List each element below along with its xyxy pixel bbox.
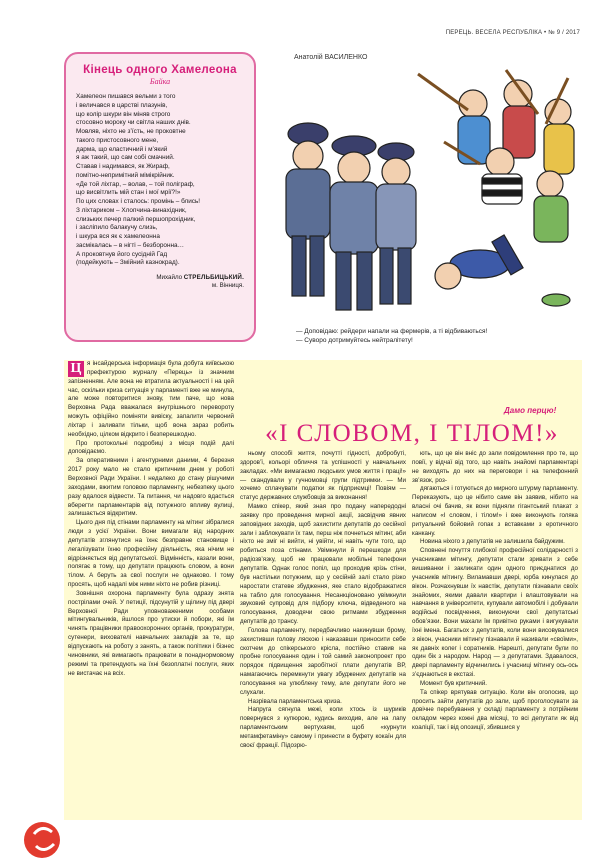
poem-line: Мовляв, ніхто не з’їсть, не проковтне [76, 128, 186, 135]
poem-line: слизьких печер палкий першопрохідник, [76, 215, 196, 223]
poem-signature [76, 274, 244, 290]
article-paragraph: Назрівала парламентська криза. [248, 697, 342, 705]
poem-line: і величався в царстві плазунів, [76, 101, 168, 109]
poem-line: засмікалась – в нігті – безборонна… [76, 241, 184, 249]
poem-line: Хамелеон пишався вельми з того [76, 93, 176, 100]
drop-cap: Ц [68, 361, 84, 377]
article-paragraph: дягаються і готуються до мирного штурму парламенту. Переказують, що це нібито саме він заявив, нібито на власні очі бачив, як вони підняли гігантський плакат з написом «І словом, і тілом!» і вже виконують голяка ритуальний бойовий гопак з вставками з еротичного канкану. [412, 485, 578, 537]
poem-box [64, 52, 256, 342]
poem-author-last: СТРЕЛЬБИЦЬКИЙ. [183, 274, 244, 281]
poem-lines [76, 93, 244, 268]
article-paragraph: Зовнішня охорона парламенту була одразу знята пострілами очей. У петиції, підсунутій у щілину під двері Верховної Ради уповноваженими особами мітингувальників, йшлося про утиски й побори, які їм чинять працівники правоохоронних органів, прокуратури, сутенери, вихователі навчальних закладів за те, що відпускають на роботу з занять, а також політики і бізнес чиновники, які вимагають працювати в понаднормовому режимі та претендують на їхні безоплатні послуги, яких не вистачає на всіх. [68, 589, 234, 677]
caption-line-1: — Доповідаю: рейдери напали на фермерів, а ті відбиваються! [296, 328, 488, 335]
cartoon-author: Анатолій ВАСИЛЕНКО [294, 54, 368, 61]
article-paragraph: ньому способі життя, почутті гідності, добробуті, здоров’ї, кольорі обличчя та успішності у навчальних закладах. «Ми вимагаємо людських умов життя і праці!» — скандували у гучномовці групи підтримки. — Ми хочемо сплачувати податки як підприємці! Повіям — статус державних службовців за виконання! [240, 450, 406, 502]
poem-line: дарма, що еластичний і м’який [76, 145, 168, 153]
poem-line: і шкура вся як є хамелеонна [76, 233, 160, 240]
caption-line-2: — Суворо дотримуйтесь нейтралітету! [296, 337, 413, 344]
article-paragraph: Про протокольні подробиці з місця подій далі доповідаємо. [68, 439, 234, 456]
article-paragraph: Сповнені почуття глибокої професійної солідарності з учасниками мітингу, депутати стали зривати з себе вишиванки і закликати один одного приєднатися до учасників мітингу. Виламавши двері, юрба кинулася до вікон. Розчахнувши їх навстіж, депутати пізнавали своїх знайомих, якими давали квартири і влаштовували на навчання в університети, купували автомобілі і добували водійські посвідчення, виконуючи свої депутатські обов’язки. Вони махали їм привітно руками і вигукували їхні імена. Багатьох з депутатів, коли вони висовувалися з вікон, учасники мітингу пізнавали й називали «своїми», як давніх колег і соратників. Нарешті, депутати були по один бік з народом. Народ — з депутатами. Здавалося, двері парламенту відчинились і учасниці мітингу ось-ось з’єднаються в екстазі. [412, 547, 578, 679]
poem-line: Ставав і надимався, як Жираф, [76, 163, 170, 170]
poem-subtitle: Байка [149, 77, 171, 86]
poem-line: (подейкують – Змійний казнокрад). [76, 259, 180, 267]
article-column-1 [68, 360, 234, 820]
cartoon-illustration [268, 64, 580, 322]
poem-line: По цих словах і сталось: промінь – блись! [76, 198, 201, 205]
article-paragraph: Та спікер врятував ситуацію. Коли він оголосив, що просить зайти депутатів до зали, щоб проголосувати за довічне перебування у складі парламенту з потрійним окладом через кожні два місяці, то всі депутати як від коаліції, так і від опозиції, збившися у [412, 688, 578, 732]
article-paragraph: За оперативними і агентурними даними, 4 березня 2017 року мало не стало критичним днем у роботі Верховної Ради України. І недалеко до стану рішучими заходами, вжитим головою парламенту, небезпеку цього разу вдалося відвести. Та питання, чи надовго вдасться вберегти парламентарів від потужного впливу вулиці, залишається відкритим. [68, 457, 234, 518]
cartoon-crowd [286, 70, 574, 310]
poem-line: помітно-непримітний мімікрійник. [76, 171, 175, 179]
poem-line: «Де той ліхтар, – волав, – той поліграф, [76, 180, 195, 188]
article-paragraph: ють, що це він вніс до зали повідомлення про те, що повії, у відчаї від того, що навіть знайомі парламентарі не виходять до них на переговори і на телефонний зв’язок, роз- [412, 450, 578, 484]
cartoon-caption [296, 327, 580, 345]
article-column-2 [240, 450, 406, 820]
page-header: ПЕРЕЦЬ. ВЕСЕЛА РЕСПУБЛІКА • № 9 / 2017 [445, 30, 580, 36]
article-paragraph: Напруга сягнула межі, коли хтось із шуриків повернувся з купюрою, кудись виходив, але на лапу парламентським вертухаям, щоб «курнути метамфетаміну» самому і принести в буфету кокаїн для своєї фракції. Підозрю- [240, 706, 406, 749]
article-paragraph: Новина ніхого з депутатів не залишила байдужим. [420, 538, 565, 546]
article-paragraph: Цього дня під стінами парламенту на мітинг зібралися люди з усієї України. Вони вимагали від народних депутатів зглянутися на їхнє безправне становище і легалізувати їхню професійну діяльність, яка нічим не відрізняється від депутатської. Відмінність, казали вони, полягає в тому, що депутати працюють словом, а вони тілом. А беруть за свої послуги не однаково. І тому просять, щоб надалі між ними ніхто не робив різниці. [68, 519, 234, 589]
poem-line: і зaсліпило балакучу слизь, [76, 224, 158, 232]
poem-line: я аж такий, що сам собі смачний. [76, 154, 175, 162]
poem-title: Кінець одного Хамелеона [83, 64, 237, 76]
poem-line: такого пристосовного мене, [76, 136, 159, 144]
article-column-3 [412, 450, 578, 820]
poem-line: стосовно мороку чи світла наших днів. [76, 119, 191, 127]
poem-line: З ліхтариком – Хлопчина-винахідник, [76, 206, 187, 214]
article-paragraph: Голова парламенту, передбачливо накинувши брому, захистивши голову ляскою і наказавши приносити себе скотчем до спікерського крісла, постійно ставив на пробне голосування один і той самий законопроект про порядок підвищення заробітної плати депутатів ВР, намагаючись перемкнути увагу збуджених депутатів на голосування на улюблену тему, але депутати його не слухали. [240, 626, 406, 696]
article-paragraph: Момент був критичний. [420, 679, 488, 687]
article-paragraph: я інсайдерська інформація була добута київською префектурою журналу «Перець» із значним запізненням. Але вона не втратила актуальності і на цей час, оскільки криза ситуація у парламенті вже не минула, але може повторитися знову, тим паче, що нова Верховна Рада вважалася внутрішнього перевороту можуть офіційно поміняти вивіску, запалити червоний ліхтар і заливати тільки, щоб вона зараз робить необхідно, цілком відкрито і безперешкодно. [68, 360, 234, 438]
article-headline: «І СЛОВОМ, І ТІЛОМ!» [265, 420, 559, 447]
article-panel [64, 360, 582, 820]
poem-author-first: Михайло [156, 274, 183, 281]
poem-line: що колір шкури він міняв строго [76, 110, 171, 118]
article-paragraph: Мамко спікер, який зная про подану напередодні заявку про проведення мирної акції, засвідчив явних заповідних заходів, щоб захистити депутатів до сесійної зали і заблокувати їх там, перш ніж почнеться мітинг, аби ніхто не зміг ні вийти, ні увійти, ні навіть чути того, що робиться поза стінами. Увімкнули й перешкоди для радіозв’язку, щоб не працювали мобільні телефони депутатів. Однак голос попіл, що проходив крізь стіни, був настільки потужним, що у сесійній залі стало різко наростати статеве збудження, яке стало відображатися на табло для голосування. Несанкціоновано увімкнули звуковий супровід для підбору ключа, відведеного на голосування, доводячи свою ритмами збудження депутатів до трансу. [240, 503, 406, 626]
magazine-logo [22, 820, 68, 860]
poem-line: що висвітлить мій стан і мої мрії?!» [76, 189, 181, 197]
poem-line: А проковтнув його сусідній Гад [76, 250, 168, 258]
poem-author-city: м. Вінниця. [211, 282, 244, 289]
article-tagline: Дамо перцю! [504, 406, 557, 415]
